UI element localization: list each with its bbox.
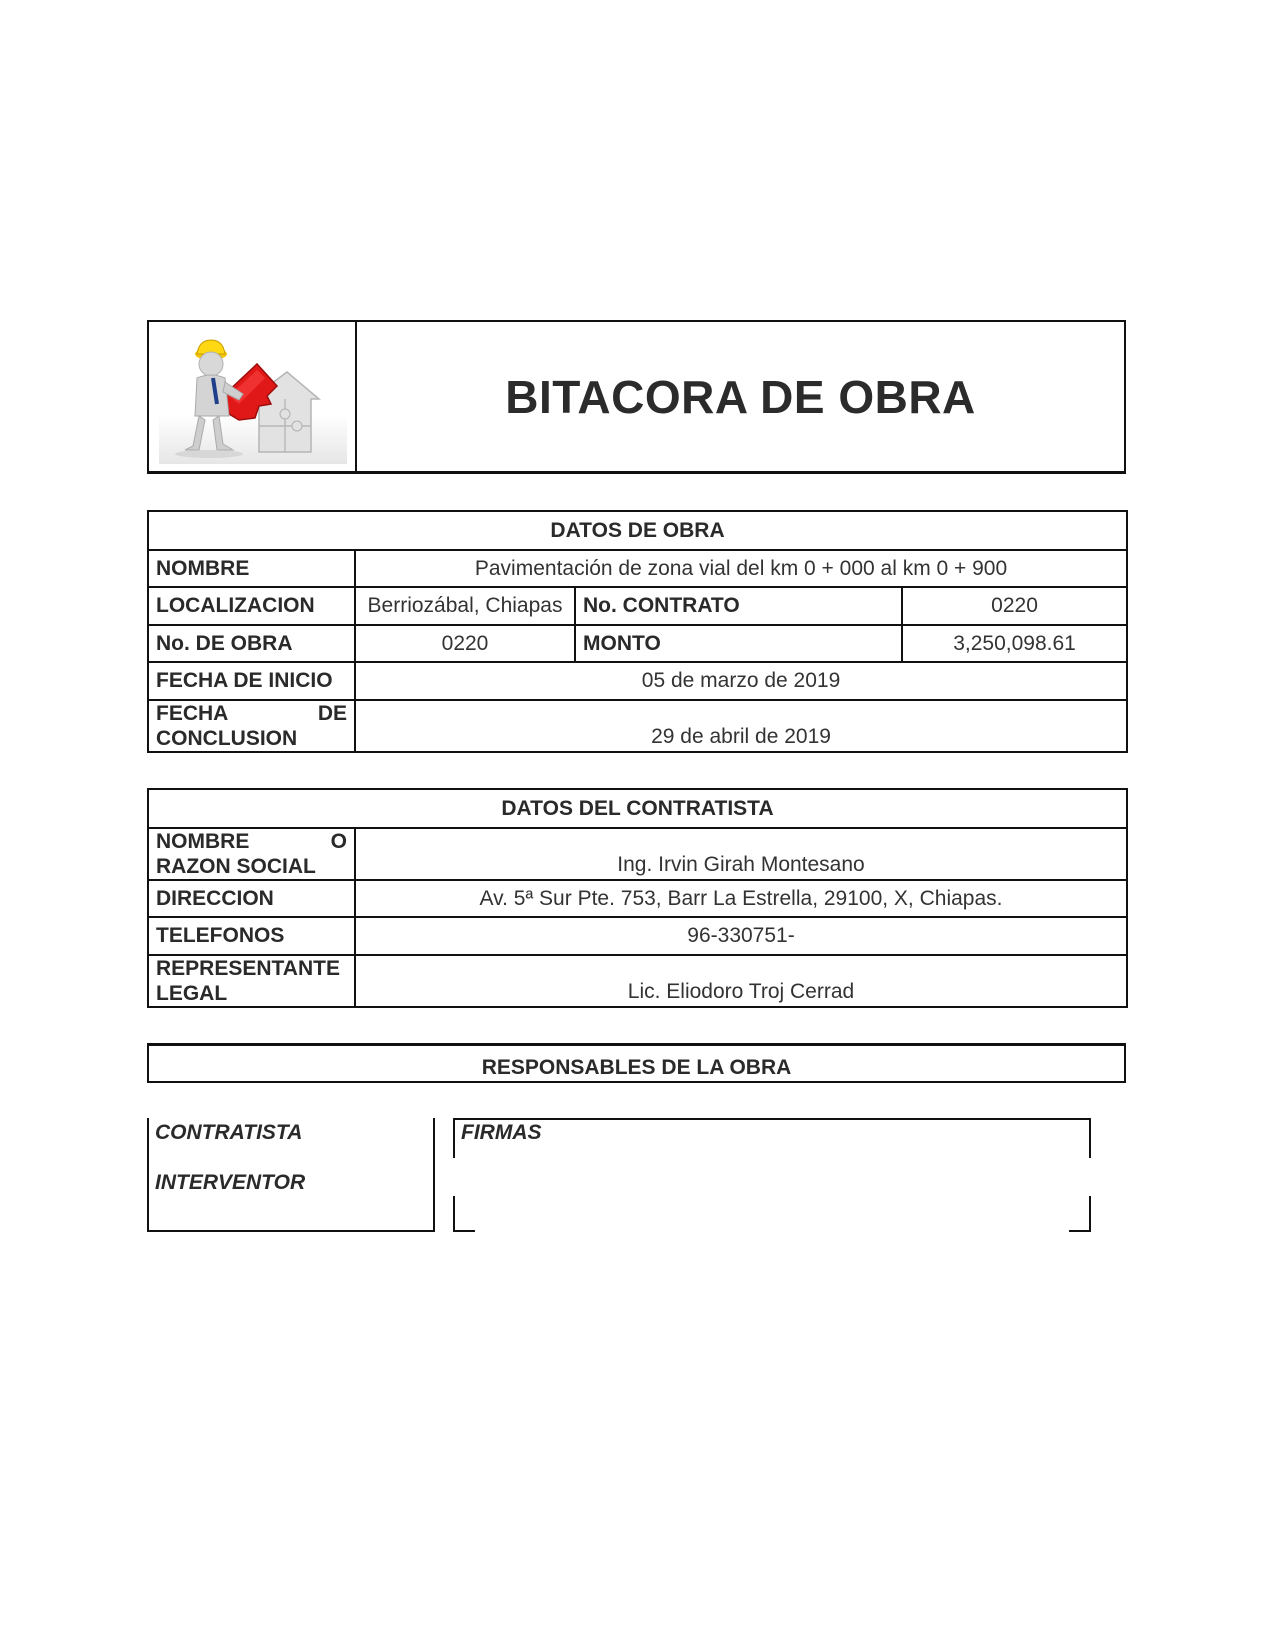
representante-value: Lic. Eliodoro Troj Cerrad [355, 955, 1127, 1007]
table-row [148, 955, 1127, 1007]
telefonos-value: 96-330751- [355, 917, 1127, 955]
razon-social-value: Ing. Irvin Girah Montesano [355, 828, 1127, 880]
nombre-label: NOMBRE [148, 550, 355, 587]
localizacion-label: LOCALIZACION [148, 587, 355, 625]
table-row [148, 550, 1127, 587]
telefonos-label: TELEFONOS [148, 917, 355, 955]
fecha-conclusion-label [148, 700, 355, 752]
label-part: RAZON SOCIAL [156, 855, 316, 878]
monto-value: 3,250,098.61 [902, 625, 1127, 662]
no-obra-label: No. DE OBRA [148, 625, 355, 662]
no-obra-value: 0220 [355, 625, 575, 662]
localizacion-value: Berriozábal, Chiapas [355, 587, 575, 625]
firmas-box-top [453, 1118, 1091, 1158]
direccion-value: Av. 5ª Sur Pte. 753, Barr La Estrella, 29100, X, Chiapas. [355, 880, 1127, 917]
table-row [148, 662, 1127, 700]
fecha-conclusion-value: 29 de abril de 2019 [355, 700, 1127, 752]
table-row [148, 700, 1127, 752]
table-row [148, 789, 1127, 828]
datos-obra-table [147, 510, 1128, 753]
razon-social-label [148, 828, 355, 880]
document-header [147, 320, 1126, 474]
label-part: CONCLUSION [156, 727, 298, 750]
interventor-label: INTERVENTOR [155, 1171, 306, 1194]
table-row [148, 828, 1127, 880]
label-part: DE [317, 702, 347, 725]
fecha-inicio-value: 05 de marzo de 2019 [355, 662, 1127, 700]
label-part: O [330, 830, 347, 853]
section-heading: DATOS DEL CONTRATISTA [148, 789, 1127, 828]
page-title: BITACORA DE OBRA [505, 370, 976, 423]
contratista-label: CONTRATISTA [155, 1121, 303, 1144]
firmas-label: FIRMAS [461, 1121, 542, 1144]
datos-contratista-table [147, 788, 1128, 1008]
label-part: FECHA [156, 702, 229, 725]
label-part: NOMBRE [156, 830, 250, 853]
table-row [148, 880, 1127, 917]
fecha-inicio-label: FECHA DE INICIO [148, 662, 355, 700]
representante-label [148, 955, 355, 1007]
signature-corner-right [1069, 1196, 1091, 1232]
nombre-value: Pavimentación de zona vial del km 0 + 000 al km 0 + 900 [355, 550, 1127, 587]
table-row [148, 917, 1127, 955]
label-part: LEGAL [156, 982, 228, 1005]
construction-worker-puzzle-house-icon [159, 334, 347, 464]
contrato-value: 0220 [902, 587, 1127, 625]
table-row [148, 625, 1127, 662]
contrato-label: No. CONTRATO [575, 587, 902, 625]
label-part: REPRESENTANTE [156, 957, 340, 980]
signature-corner-left [453, 1196, 475, 1232]
section-heading: DATOS DE OBRA [148, 511, 1127, 550]
responsables-heading: RESPONSABLES DE LA OBRA [147, 1043, 1126, 1083]
table-row [148, 511, 1127, 550]
monto-label: MONTO [575, 625, 902, 662]
direccion-label: DIRECCION [148, 880, 355, 917]
table-row [148, 587, 1127, 625]
